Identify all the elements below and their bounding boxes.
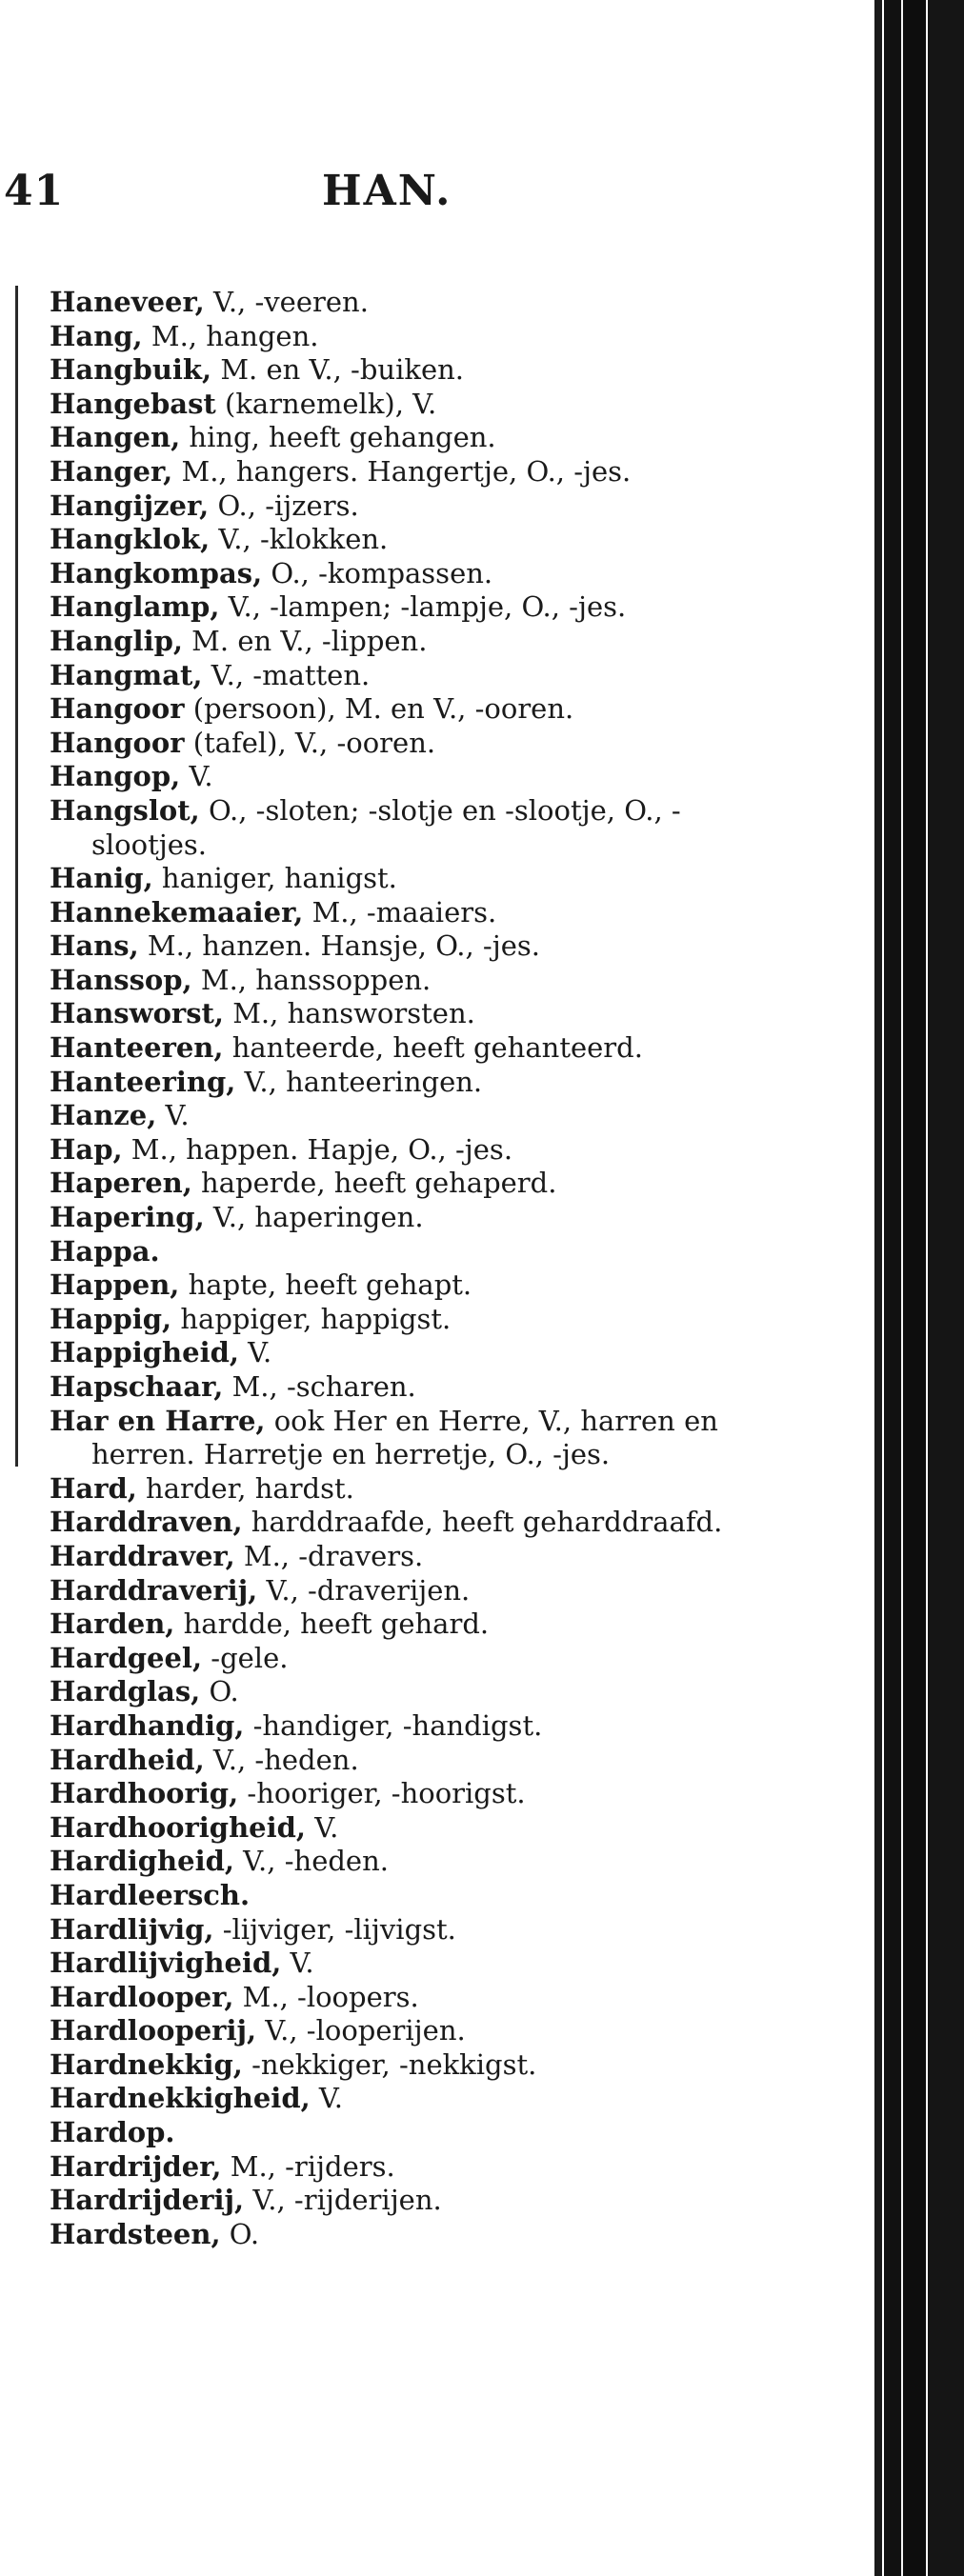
dictionary-entry — [50, 1540, 745, 1574]
entry-definition: happiger, happigst. — [171, 1302, 452, 1335]
dictionary-entry — [50, 388, 745, 422]
dictionary-entry — [50, 286, 745, 320]
dictionary-entry — [50, 2048, 745, 2083]
entry-headword: Hardnekkig, — [50, 2047, 243, 2081]
entry-definition: V., -matten. — [202, 658, 371, 691]
entry-definition: O. — [220, 2217, 260, 2250]
entry-definition: V., -rijderijen. — [244, 2184, 442, 2217]
dictionary-entry — [50, 1981, 745, 2015]
dictionary-entry — [50, 2116, 745, 2150]
dictionary-entry — [50, 1201, 745, 1235]
entry-headword: Hardhoorigheid, — [50, 1810, 307, 1844]
entry-definition: hing, heeft gehangen. — [180, 421, 496, 454]
dictionary-entries — [50, 286, 745, 2251]
dictionary-entry — [50, 557, 745, 591]
entry-definition: M., -scharen. — [223, 1370, 416, 1403]
entry-headword: Hardlijvigheid, — [50, 1947, 282, 1980]
entry-definition: ook Her en Herre, V., harren en herren. Harretje en herretje, O., -jes. — [91, 1404, 718, 1471]
entry-headword: Hangen, — [50, 421, 181, 454]
entry-headword: Harddraven, — [50, 1506, 243, 1539]
entry-headword: Hardleersch. — [50, 1878, 251, 1911]
margin-rule — [15, 286, 18, 1467]
entry-definition: M., hansworsten. — [224, 997, 475, 1030]
dictionary-entry — [50, 590, 745, 625]
dictionary-entry — [50, 727, 745, 761]
dictionary-entry — [50, 353, 745, 388]
entry-definition: M., hangers. Hangertje, O., -jes. — [172, 454, 632, 488]
dictionary-entry — [50, 1066, 745, 1100]
running-head: HAN. — [322, 167, 452, 215]
entry-headword: Hanteering, — [50, 1065, 236, 1098]
entry-definition: M., -dravers. — [234, 1539, 424, 1572]
entry-definition: (tafel), V., -ooren. — [184, 726, 436, 759]
entry-definition: (persoon), M. en V., -ooren. — [184, 692, 574, 726]
entry-headword: Hans, — [50, 929, 139, 963]
entry-definition: V., -draverijen. — [257, 1573, 471, 1607]
entry-headword: Hardrijderij, — [50, 2184, 245, 2217]
entry-headword: Hardlijvig, — [50, 1912, 214, 1946]
entry-headword: Hardrijder, — [50, 2149, 222, 2183]
dictionary-entry — [50, 692, 745, 727]
entry-definition: M., hanssoppen. — [191, 963, 432, 996]
entry-headword: Hangop, — [50, 760, 181, 793]
dictionary-entry — [50, 794, 745, 862]
entry-definition: haperde, heeft gehaperd. — [191, 1167, 557, 1200]
page-edge-shadow — [869, 0, 964, 2576]
entry-headword: Hardhoorig, — [50, 1777, 239, 1810]
entry-headword: Hardhandig, — [50, 1708, 245, 1742]
entry-definition: M., -loopers. — [233, 1980, 419, 2013]
dictionary-entry — [50, 1472, 745, 1507]
entry-headword: Hardheid, — [50, 1743, 205, 1776]
entry-headword: Hangoor — [50, 726, 185, 759]
entry-headword: Happa. — [50, 1234, 160, 1268]
entry-definition: M., hangen. — [142, 319, 319, 352]
entry-headword: Hanssop, — [50, 963, 192, 996]
dictionary-entry — [50, 489, 745, 524]
entry-definition: V. — [238, 1336, 272, 1369]
entry-definition: V., -lampen; -lampje, O., -jes. — [219, 590, 627, 624]
dictionary-entry — [50, 2082, 745, 2116]
entry-headword: Hang, — [50, 319, 143, 352]
dictionary-entry — [50, 1574, 745, 1608]
entry-headword: Hangmat, — [50, 658, 203, 691]
entry-headword: Hangoor — [50, 692, 185, 726]
entry-definition: V., haperingen. — [204, 1201, 424, 1234]
dictionary-entry — [50, 421, 745, 455]
entry-definition: M. en V., -lippen. — [182, 624, 428, 657]
dictionary-entry — [50, 760, 745, 794]
dictionary-entry — [50, 1167, 745, 1201]
entry-definition: V. — [306, 1810, 339, 1844]
entry-definition: -handiger, -handigst. — [244, 1708, 543, 1742]
entry-headword: Hanglamp, — [50, 590, 220, 624]
dictionary-entry — [50, 1235, 745, 1269]
entry-definition: V., -heden. — [204, 1743, 359, 1776]
dictionary-entry — [50, 2150, 745, 2185]
entry-definition: -nekkiger, -nekkigst. — [242, 2047, 537, 2081]
entry-definition: haniger, hanigst. — [152, 862, 397, 895]
dictionary-entry — [50, 1675, 745, 1709]
entry-headword: Hangkompas, — [50, 556, 263, 589]
entry-definition: M., -maaiers. — [303, 895, 497, 929]
entry-definition: M., -rijders. — [221, 2149, 395, 2183]
entry-definition: O. — [200, 1675, 239, 1708]
dictionary-entry — [50, 2218, 745, 2252]
entry-headword: Hardnekkigheid, — [50, 2082, 311, 2115]
entry-definition: -hooriger, -hoorigst. — [238, 1777, 526, 1810]
dictionary-entry — [50, 1709, 745, 1744]
entry-headword: Hangebast — [50, 387, 216, 420]
dictionary-entry — [50, 1370, 745, 1405]
entry-definition: O., -ijzers. — [209, 489, 359, 522]
entry-definition: M., hanzen. Hansje, O., -jes. — [138, 929, 540, 963]
dictionary-entry — [50, 320, 745, 354]
entry-definition: hanteerde, heeft gehanteerd. — [223, 1031, 643, 1065]
entry-headword: Hangklok, — [50, 523, 211, 556]
dictionary-entry — [50, 862, 745, 896]
entry-headword: Hap, — [50, 1132, 123, 1166]
entry-definition: harddraafde, heeft geharddraafd. — [242, 1506, 723, 1539]
dictionary-entry — [50, 1506, 745, 1540]
entry-headword: Happig, — [50, 1302, 172, 1335]
dictionary-entry — [50, 1947, 745, 1981]
entry-headword: Happen, — [50, 1268, 180, 1302]
dictionary-entry — [50, 1744, 745, 1778]
page-number: 41 — [4, 167, 65, 215]
entry-headword: Haperen, — [50, 1167, 192, 1200]
dictionary-entry — [50, 455, 745, 489]
entry-definition: V. — [281, 1947, 314, 1980]
dictionary-entry — [50, 1405, 745, 1472]
dictionary-entry — [50, 1133, 745, 1168]
dictionary-entry — [50, 1879, 745, 1913]
dictionary-entry — [50, 1777, 745, 1811]
entry-headword: Hanger, — [50, 454, 173, 488]
entry-headword: Hangslot, — [50, 793, 200, 827]
entry-definition: V. — [310, 2082, 343, 2115]
entry-definition: V., -veeren. — [204, 286, 369, 318]
entry-definition: V., -klokken. — [210, 523, 389, 556]
entry-headword: Hangijzer, — [50, 489, 210, 522]
entry-headword: Hangbuik, — [50, 353, 212, 387]
dictionary-entry — [50, 1608, 745, 1642]
entry-definition: V., hanteeringen. — [235, 1065, 483, 1098]
entry-definition: V. — [180, 760, 213, 793]
dictionary-entry — [50, 929, 745, 964]
dictionary-entry — [50, 1913, 745, 1947]
entry-headword: Harddraver, — [50, 1539, 235, 1572]
dictionary-entry — [50, 2014, 745, 2048]
dictionary-entry — [50, 1268, 745, 1303]
entry-definition: (karnemelk), V. — [215, 387, 437, 420]
entry-headword: Harden, — [50, 1608, 175, 1641]
entry-definition: O., -sloten; -slotje en -slootje, O., -slootjes. — [91, 793, 681, 861]
entry-headword: Haneveer, — [50, 286, 205, 318]
entry-headword: Hanig, — [50, 862, 153, 895]
entry-definition: harder, hardst. — [136, 1471, 354, 1505]
entry-headword: Hardglas, — [50, 1675, 201, 1708]
entry-headword: Harddraverij, — [50, 1573, 258, 1607]
dictionary-entry — [50, 997, 745, 1031]
dictionary-entry — [50, 523, 745, 557]
entry-headword: Hardigheid, — [50, 1845, 234, 1878]
entry-headword: Hapering, — [50, 1201, 205, 1234]
entry-headword: Har en Harre, — [50, 1404, 266, 1437]
entry-headword: Hardop. — [50, 2116, 175, 2149]
entry-headword: Hanteeren, — [50, 1031, 224, 1065]
dictionary-entry — [50, 1642, 745, 1676]
dictionary-entry — [50, 2184, 745, 2218]
entry-headword: Hanglip, — [50, 624, 183, 657]
dictionary-entry — [50, 964, 745, 998]
entry-definition: -lijviger, -lijvigst. — [213, 1912, 456, 1946]
dictionary-entry — [50, 625, 745, 659]
dictionary-entry — [50, 1303, 745, 1337]
page-header — [0, 167, 857, 224]
entry-headword: Hardlooper, — [50, 1980, 234, 2013]
entry-definition: V., -looperijen. — [256, 2014, 466, 2047]
entry-definition: O., -kompassen. — [262, 556, 493, 589]
dictionary-entry — [50, 659, 745, 693]
entry-headword: Hardgeel, — [50, 1641, 203, 1674]
entry-definition: M. en V., -buiken. — [211, 353, 465, 387]
entry-headword: Hardsteen, — [50, 2217, 221, 2250]
entry-definition: V., -heden. — [233, 1845, 389, 1878]
entry-headword: Happigheid, — [50, 1336, 239, 1369]
entry-definition: hapte, heeft gehapt. — [179, 1268, 472, 1302]
dictionary-entry — [50, 896, 745, 930]
dictionary-entry — [50, 1031, 745, 1066]
entry-headword: Hard, — [50, 1471, 137, 1505]
entry-headword: Hapschaar, — [50, 1370, 224, 1403]
entry-headword: Hansworst, — [50, 997, 225, 1030]
dictionary-entry — [50, 1099, 745, 1133]
entry-headword: Hanze, — [50, 1099, 157, 1132]
entry-definition: M., happen. Hapje, O., -jes. — [122, 1132, 513, 1166]
dictionary-entry — [50, 1811, 745, 1846]
entry-definition: hardde, heeft gehard. — [174, 1608, 490, 1641]
entry-definition: -gele. — [202, 1641, 289, 1674]
dictionary-entry — [50, 1845, 745, 1879]
entry-definition: V. — [156, 1099, 190, 1132]
entry-headword: Hannekemaaier, — [50, 895, 304, 929]
dictionary-entry — [50, 1336, 745, 1370]
entry-headword: Hardlooperij, — [50, 2014, 257, 2047]
